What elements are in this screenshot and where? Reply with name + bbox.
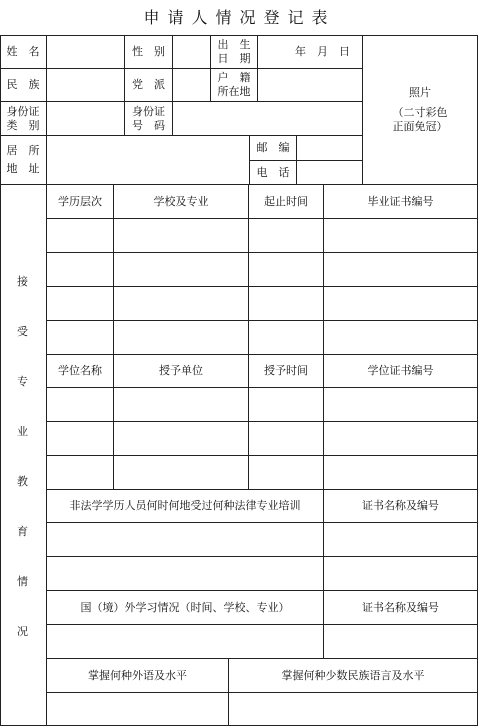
photo-note-line1: （二寸彩色: [392, 106, 448, 119]
name-field[interactable]: [47, 36, 124, 68]
birth-date-label-line2: 日 期: [217, 52, 251, 65]
id-type-field[interactable]: [47, 102, 124, 135]
address-label-line2: 地 址: [6, 162, 40, 175]
degree-row-2[interactable]: [47, 253, 477, 286]
id-number-label-line1: 身份证: [132, 104, 165, 118]
section-char-6: 育: [17, 525, 28, 538]
overseas-study-cert-header: 证书名称及编号: [362, 600, 439, 614]
id-number-label: [125, 102, 172, 135]
degree-row-1[interactable]: [47, 219, 477, 252]
birth-date-label: [211, 36, 257, 68]
birth-date-label-line1: 出 生: [217, 38, 251, 51]
section-char-2: 受: [17, 325, 28, 338]
degree-name-header: 学位名称: [58, 364, 102, 377]
photo-area[interactable]: [363, 36, 477, 184]
overseas-study-header: 国（境）外学习情况（时间、学校、专业）: [80, 600, 290, 614]
academic-degree-row-2[interactable]: [47, 422, 477, 455]
granting-unit-header: 授予单位: [159, 364, 203, 377]
form-title: 申请人情况登记表: [143, 8, 336, 27]
phone-field[interactable]: [297, 161, 362, 184]
overseas-study-row-1[interactable]: [47, 625, 477, 658]
law-training-header: 非法学学历人员何时何地受过何种法律专业培训: [69, 499, 301, 512]
foreign-language-field[interactable]: [47, 693, 228, 726]
name-label: 姓 名: [6, 45, 40, 58]
section-char-4: 业: [17, 425, 28, 438]
foreign-language-header: 掌握何种外语及水平: [88, 668, 187, 682]
party-field[interactable]: [173, 69, 210, 101]
hukou-field[interactable]: [258, 69, 362, 101]
section-char-5: 教: [17, 475, 28, 488]
gender-label: 性 别: [132, 45, 165, 58]
degree-level-header: 学历层次: [58, 194, 102, 208]
address-label-line1: 居 所: [6, 144, 40, 157]
minority-language-field[interactable]: [229, 693, 477, 726]
ethnicity-label: 民 族: [6, 78, 40, 91]
id-number-field[interactable]: [173, 102, 362, 135]
law-training-row-1[interactable]: [47, 523, 477, 556]
minority-language-header: 掌握何种少数民族语言及水平: [281, 668, 425, 682]
academic-degree-row-3[interactable]: [47, 456, 477, 489]
party-label: 党 派: [132, 78, 165, 91]
hukou-label: [211, 69, 257, 101]
diploma-number-header: 毕业证书编号: [367, 194, 434, 208]
id-type-label-line2: 类 别: [6, 118, 40, 132]
id-type-label: [0, 102, 46, 135]
law-training-row-2[interactable]: [47, 557, 477, 590]
hukou-label-line1: 户 籍: [217, 71, 251, 84]
address-field[interactable]: [47, 136, 249, 184]
section-char-8: 况: [17, 625, 28, 638]
postcode-label: 邮 编: [256, 141, 290, 154]
ethnicity-field[interactable]: [47, 69, 124, 101]
photo-note-line2: 正面免冠）: [392, 120, 448, 133]
gender-field[interactable]: [173, 36, 210, 68]
address-label: [0, 136, 46, 184]
section-char-3: 专: [17, 375, 28, 388]
granting-time-header: 授予时间: [264, 364, 308, 377]
id-number-label-line2: 号 码: [132, 118, 165, 132]
id-type-label-line1: 身份证: [6, 104, 40, 118]
birth-date-field[interactable]: 年 月 日: [295, 45, 350, 58]
hukou-label-line2: 所在地: [217, 85, 251, 98]
photo-label: 照片: [409, 86, 431, 99]
school-major-header: 学校及专业: [153, 194, 209, 208]
section-char-7: 情: [17, 575, 28, 588]
degree-row-3[interactable]: [47, 287, 477, 320]
degree-row-4[interactable]: [47, 321, 477, 354]
period-header: 起止时间: [264, 194, 308, 208]
degree-cert-number-header: 学位证书编号: [367, 364, 434, 377]
law-training-cert-header: 证书名称及编号: [362, 499, 439, 512]
postcode-field[interactable]: [297, 136, 362, 160]
phone-label: 电 话: [256, 165, 290, 179]
academic-degree-row-1[interactable]: [47, 388, 477, 421]
section-char-1: 接: [17, 275, 28, 288]
